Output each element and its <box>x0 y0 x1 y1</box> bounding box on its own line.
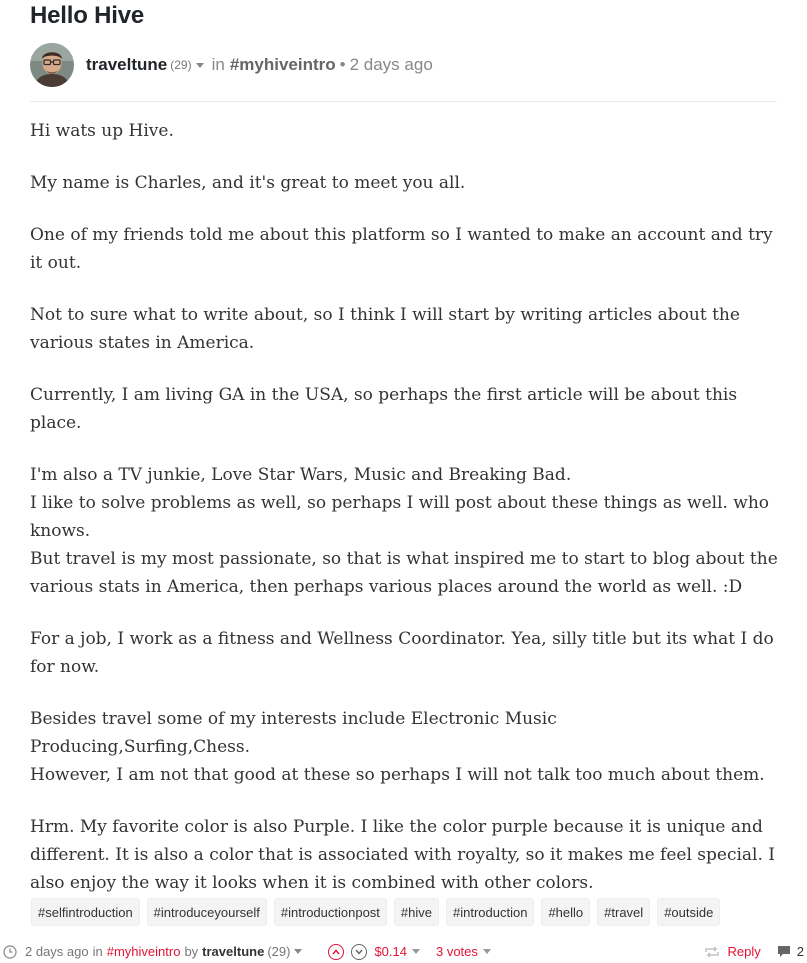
author-name-link[interactable]: traveltune <box>86 55 168 74</box>
tag-introductionpost[interactable]: #introductionpost <box>274 898 387 926</box>
paragraph: For a job, I work as a fitness and Wellness Coordinator. Yea, silly title but its what I do for now. <box>30 629 774 677</box>
upvote-button[interactable] <box>328 944 344 960</box>
footer-age: 2 days ago <box>25 944 89 959</box>
post-age: 2 days ago <box>349 55 433 74</box>
chevron-down-icon <box>355 949 363 955</box>
tag-introduceyourself[interactable]: #introduceyourself <box>147 898 267 926</box>
author-menu-chevron-down-icon[interactable] <box>196 63 204 68</box>
chevron-up-icon <box>332 949 340 955</box>
votes-chevron-down-icon[interactable] <box>483 949 491 954</box>
meta-separator: • <box>339 55 346 74</box>
author-line <box>30 42 433 88</box>
in-label: in <box>211 55 225 74</box>
tag-list <box>31 898 720 926</box>
downvote-button[interactable] <box>351 944 367 960</box>
tag-selfintroduction[interactable]: #selfintroduction <box>31 898 140 926</box>
reply-link[interactable]: Reply <box>727 944 761 959</box>
post-footer <box>0 940 807 963</box>
footer-author-link[interactable]: traveltune <box>202 944 265 959</box>
votes-count[interactable]: 3 votes <box>435 944 478 959</box>
comments-count[interactable]: 2 <box>796 944 804 959</box>
paragraph: My name is Charles, and it's great to meet you all. <box>30 173 466 193</box>
tag-introduction[interactable]: #introduction <box>446 898 534 926</box>
paragraph: Besides travel some of my interests include Electronic Music Producing,Surfing,Chess. However, I am not that good at these so perhaps I will not talk too much about them. <box>30 709 765 785</box>
avatar-photo <box>30 43 74 87</box>
payout-value[interactable]: $0.14 <box>374 944 407 959</box>
voting-area <box>328 944 490 960</box>
paragraph: Currently, I am living GA in the USA, so perhaps the first article will be about this place. <box>30 385 738 433</box>
footer-community-link[interactable]: #myhiveintro <box>106 944 181 959</box>
tag-hive[interactable]: #hive <box>394 898 439 926</box>
comment-icon[interactable] <box>777 945 791 958</box>
header-divider <box>30 101 777 102</box>
footer-meta <box>0 944 302 959</box>
community-link[interactable]: #myhiveintro <box>229 55 336 74</box>
author-reputation: (29) <box>170 58 192 72</box>
footer-actions <box>704 944 804 959</box>
footer-author-chevron-down-icon[interactable] <box>294 949 302 954</box>
paragraph: One of my friends told me about this platform so I wanted to make an account and try it out. <box>30 225 773 273</box>
tag-outside[interactable]: #outside <box>657 898 720 926</box>
paragraph: Not to sure what to write about, so I think I will start by writing articles about the various states in America. <box>30 305 740 353</box>
clock-icon <box>3 945 17 959</box>
paragraph: I'm also a TV junkie, Love Star Wars, Music and Breaking Bad. I like to solve problems as well, so perhaps I will post about these things as well. who knows. But travel is my most passionate, so that is what inspired me to start to blog about the various stats in America, then perhaps various places around the world as well. :D <box>30 465 778 597</box>
post-body <box>30 117 780 921</box>
paragraph: Hrm. My favorite color is also Purple. I like the color purple because it is unique and different. It is also a color that is associated with royalty, so it makes me feel special. I also enjoy the way it looks when it is combined with other colors. <box>30 817 776 893</box>
payout-chevron-down-icon[interactable] <box>412 949 420 954</box>
footer-by-label: by <box>184 944 199 959</box>
footer-in-label: in <box>92 944 103 959</box>
paragraph: Hi wats up Hive. <box>30 121 174 141</box>
post-title: Hello Hive <box>30 2 145 29</box>
reblog-icon[interactable] <box>704 945 720 959</box>
tag-travel[interactable]: #travel <box>597 898 650 926</box>
author-avatar[interactable] <box>30 43 74 87</box>
footer-author-reputation: (29) <box>267 944 291 959</box>
tag-hello[interactable]: #hello <box>541 898 590 926</box>
